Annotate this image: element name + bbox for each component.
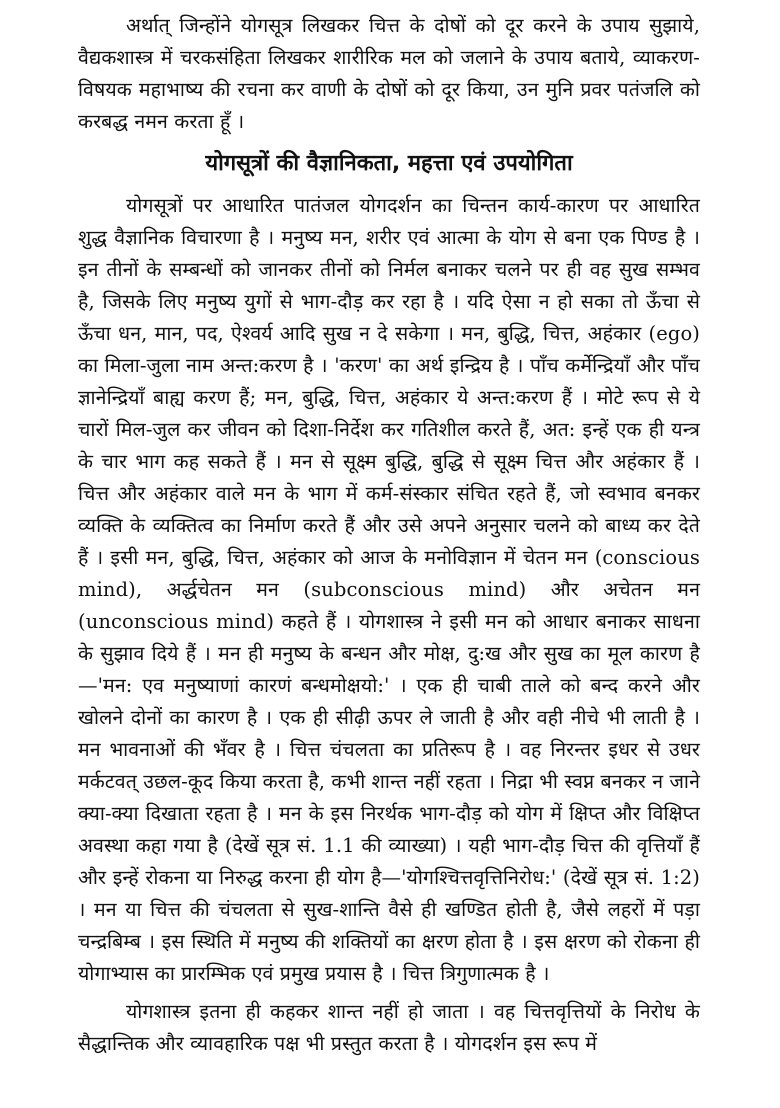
book-page bbox=[78, 10, 700, 1060]
intro-paragraph: अर्थात् जिन्होंने योगसूत्र लिखकर चित्त के दोषों को दूर करने के उपाय सुझाये, वैद्यकशास्त्र में चरकसंहिता लिखकर शारीरिक मल को जलाने के उपाय बताये, व्याकरण-विषयक महाभाष्य की रचना कर वाणी के दोषों को दूर किया, उन मुनि प्रवर पतंजलि को करबद्ध नमन करता हूँ । bbox=[78, 14, 700, 133]
section-heading: योगसूत्रों की वैज्ञानिकता, महत्ता एवं उपयोगिता bbox=[205, 151, 573, 176]
body-paragraph-2: योगशास्त्र इतना ही कहकर शान्त नहीं हो जाता । वह चित्तवृत्तियों के निरोध के सैद्धान्तिक और व्यावहारिक पक्ष भी प्रस्तुत करता है । योगदर्शन इस रूप में bbox=[78, 1000, 700, 1055]
body-paragraph-1: योगसूत्रों पर आधारित पातंजल योगदर्शन का चिन्तन कार्य-कारण पर आधारित शुद्ध वैज्ञानिक विचारणा है । मनुष्य मन, शरीर एवं आत्मा के योग से बना एक पिण्ड है । इन तीनों के सम्बन्धों को जानकर तीनों को निर्मल बनाकर चलने पर ही वह सुख सम्भव है, जिसके लिए मनुष्य युगों से भाग-दौड़ कर रहा है । यदि ऐसा न हो सका तो ऊँचा से ऊँचा धन, मान, पद, ऐश्वर्य आदि सुख न दे सकेगा । मन, बुद्धि, चित्त, अहंकार (ego) का मिला-जुला नाम अन्त:करण है । 'करण' का अर्थ इन्द्रिय है । पाँच कर्मेन्द्रियाँ और पाँच ज्ञानेन्द्रियाँ बाह्य करण हैं; मन, बुद्धि, चित्त, अहंकार ये अन्त:करण हैं । मोटे रूप से ये चारों मिल-जुल कर जीवन को दिशा-निर्देश कर गतिशील करते हैं, अत: इन्हें एक ही यन्त्र के चार भाग कह सकते हैं । मन से सूक्ष्म बुद्धि, बुद्धि से सूक्ष्म चित्त और अहंकार हैं । चित्त और अहंकार वाले मन के भाग में कर्म-संस्कार संचित रहते हैं, जो स्वभाव बनकर व्यक्ति के व्यक्तित्व का निर्माण करते हैं और उसे अपने अनुसार चलने को बाध्य कर देते हैं । इसी मन, बुद्धि, चित्त, अहंकार को आज के मनोविज्ञान में चेतन मन (conscious mind), अर्द्धचेतन मन (subconscious mind) और अचेतन मन (unconscious mind) कहते हैं । योगशास्त्र ने इसी मन को आधार बनाकर साधना के सुझाव दिये हैं । मन ही मनुष्य के बन्धन और मोक्ष, दु:ख और सुख का मूल कारण है—'मन: एव मनुष्याणां कारणं बन्धमोक्षयो:' । एक ही चाबी ताले को बन्द करने और खोलने दोनों का कारण है । एक ही सीढ़ी ऊपर ले जाती है और वही नीचे भी लाती है । मन भावनाओं की भँवर है । चित्त चंचलता का प्रतिरूप है । वह निरन्तर इधर से उधर मर्कटवत् उछल-कूद किया करता है, कभी शान्त नहीं रहता । निद्रा भी स्वप्न बनकर न जाने क्या-क्या दिखाता रहता है । मन के इस निरर्थक भाग-दौड़ को योग में क्षिप्त और विक्षिप्त अवस्था कहा गया है (देखें सूत्र सं. 1.1 की व्याख्या) । यही भाग-दौड़ चित्त की वृत्तियाँ हैं और इन्हें रोकना या निरुद्ध करना ही योग है—'योगश्चित्तवृत्तिनिरोध:' (देखें सूत्र सं. 1:2) । मन या चित्त की चंचलता से सुख-शान्ति वैसे ही खण्डित होती है, जैसे लहरों में पड़ा चन्द्रबिम्ब । इस स्थिति में मनुष्य की शक्तियों का क्षरण होता है । इस क्षरण को रोकना ही योगाभ्यास का प्रारम्भिक एवं प्रमुख प्रयास है । चित्त त्रिगुणात्मक है । bbox=[78, 194, 700, 985]
